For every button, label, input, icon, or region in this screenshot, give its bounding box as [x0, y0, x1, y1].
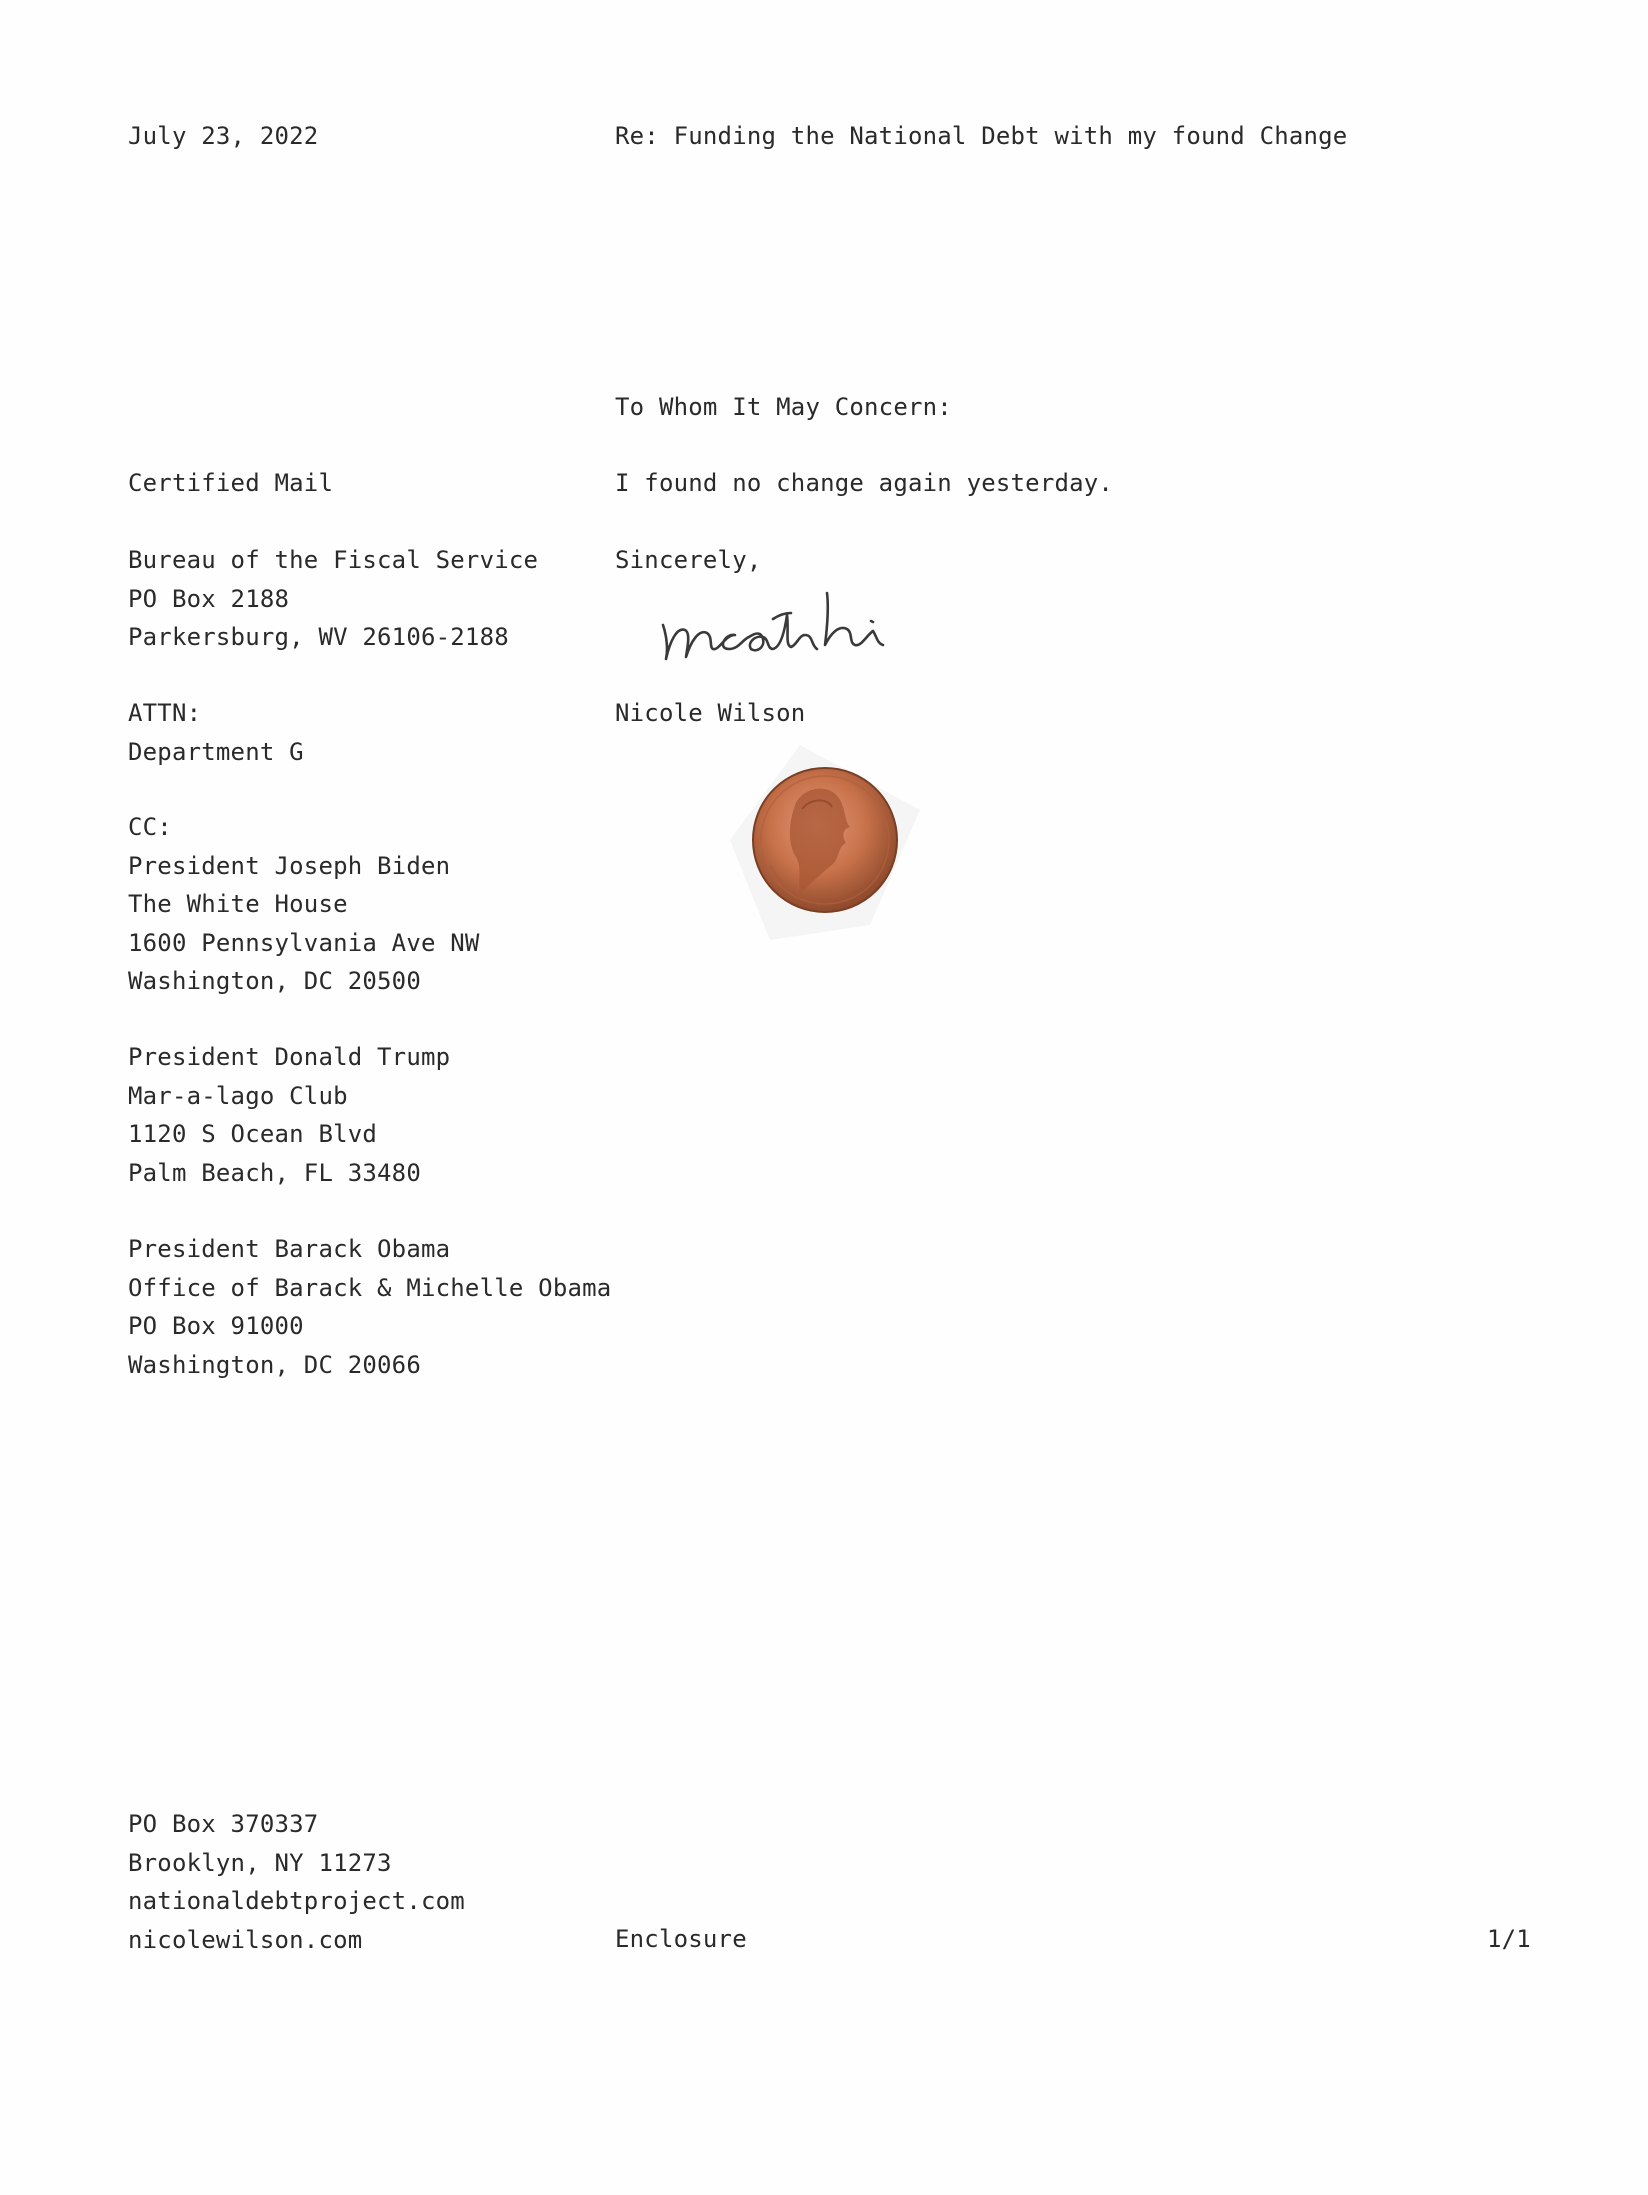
attn-value: Department G	[128, 737, 304, 766]
signature-stroke	[663, 615, 817, 659]
penny-icon	[670, 735, 950, 965]
cc-block	[128, 808, 480, 1001]
cc-line: 1600 Pennsylvania Ave NW	[128, 928, 480, 957]
cc-line: 1120 S Ocean Blvd	[128, 1120, 378, 1148]
sender-line: nationaldebtproject.com	[128, 1887, 465, 1915]
page-number: 1/1	[1487, 1925, 1531, 1953]
cc-line: PO Box 91000	[128, 1312, 304, 1340]
signature-stroke	[825, 593, 883, 645]
cc-recipient	[128, 1230, 611, 1384]
recipient-address	[128, 541, 538, 657]
letter-subject: Re: Funding the National Debt with my found Change	[615, 122, 1348, 150]
cc-line: Washington, DC 20500	[128, 967, 421, 995]
cc-line: President Barack Obama	[128, 1235, 451, 1263]
sender-line: nicolewilson.com	[128, 1925, 363, 1954]
sender-address	[128, 1805, 465, 1959]
mail-type: Certified Mail	[128, 469, 334, 497]
cc-line: Washington, DC 20066	[128, 1350, 421, 1379]
attn-block	[128, 694, 304, 771]
cc-line: Palm Beach, FL 33480	[128, 1158, 421, 1187]
cc-line: The White House	[128, 890, 348, 918]
handwritten-signature	[655, 585, 975, 680]
letter-date: July 23, 2022	[128, 122, 319, 150]
cc-label: CC:	[128, 813, 172, 841]
address-line: Bureau of the Fiscal Service	[128, 546, 539, 574]
signature-dot	[871, 621, 873, 622]
salutation: To Whom It May Concern:	[615, 393, 952, 421]
sender-line: Brooklyn, NY 11273	[128, 1848, 392, 1877]
enclosure-label: Enclosure	[615, 1925, 747, 1953]
cc-line: Office of Barack & Michelle Obama	[128, 1273, 612, 1302]
cc-line: Mar-a-lago Club	[128, 1081, 348, 1110]
cc-line: President Joseph Biden	[128, 851, 451, 880]
signer-name: Nicole Wilson	[615, 699, 806, 727]
cc-line: President Donald Trump	[128, 1043, 451, 1071]
attn-label: ATTN:	[128, 699, 202, 727]
letter-body: I found no change again yesterday.	[615, 469, 1114, 497]
address-line: Parkersburg, WV 26106-2188	[128, 623, 509, 651]
closing: Sincerely,	[615, 546, 762, 574]
cc-recipient	[128, 1038, 450, 1192]
address-line: PO Box 2188	[128, 584, 290, 613]
sender-line: PO Box 370337	[128, 1810, 319, 1838]
